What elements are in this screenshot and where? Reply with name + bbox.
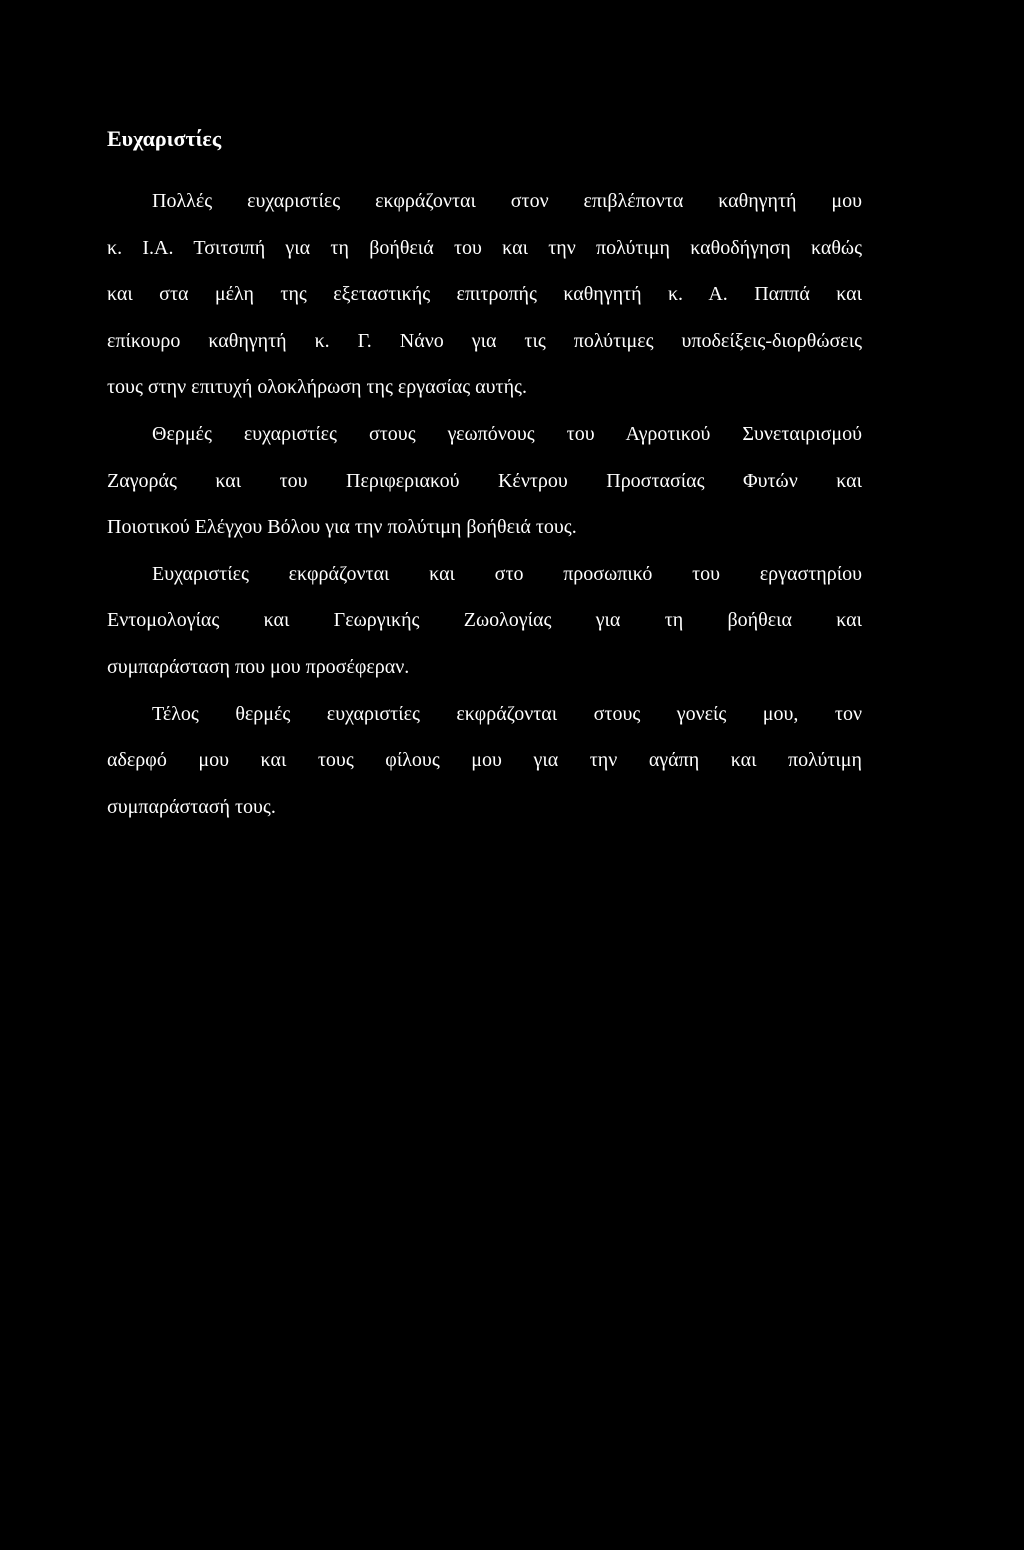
acknowledgements-text — [107, 178, 862, 830]
text-line: Ποιοτικού Ελέγχου Βόλου για την πολύτιμη βοήθειά τους. — [107, 516, 577, 539]
text-line: τους στην επιτυχή ολοκλήρωση της εργασίας αυτής. — [107, 376, 527, 399]
text-line: Θερμές ευχαριστίες στους γεωπόνους του Αγροτικού Συνεταιρισμού — [152, 422, 862, 445]
text-line: Εντομολογίας και Γεωργικής Ζωολογίας για τη βοήθεια και — [107, 609, 862, 632]
text-line: Ευχαριστίες εκφράζονται και στο προσωπικό του εργαστηρίου — [152, 562, 862, 585]
page-title: Ευχαριστίες — [107, 126, 222, 151]
text-line: και στα μέλη της εξεταστικής επιτροπής καθηγητή κ. Α. Παππά και — [107, 283, 862, 306]
text-line: Πολλές ευχαριστίες εκφράζονται στον επιβλέποντα καθηγητή μου — [152, 190, 862, 212]
text-line: επίκουρο καθηγητή κ. Γ. Νάνο για τις πολύτιμες υποδείξεις-διορθώσεις — [107, 329, 862, 352]
text-line: Τέλος θερμές ευχαριστίες εκφράζονται στους γονείς μου, τον — [152, 702, 862, 725]
text-line: κ. Ι.Α. Τσιτσιπή για τη βοήθειά του και την πολύτιμη καθοδήγηση καθώς — [107, 236, 862, 259]
text-line: Ζαγοράς και του Περιφεριακού Κέντρου Προστασίας Φυτών και — [107, 469, 862, 492]
text-line: συμπαράστασή τους. — [107, 795, 276, 818]
text-line: αδερφό μου και τους φίλους μου για την αγάπη και πολύτιμη — [107, 749, 862, 772]
text-line: συμπαράσταση που μου προσέφεραν. — [107, 655, 410, 678]
